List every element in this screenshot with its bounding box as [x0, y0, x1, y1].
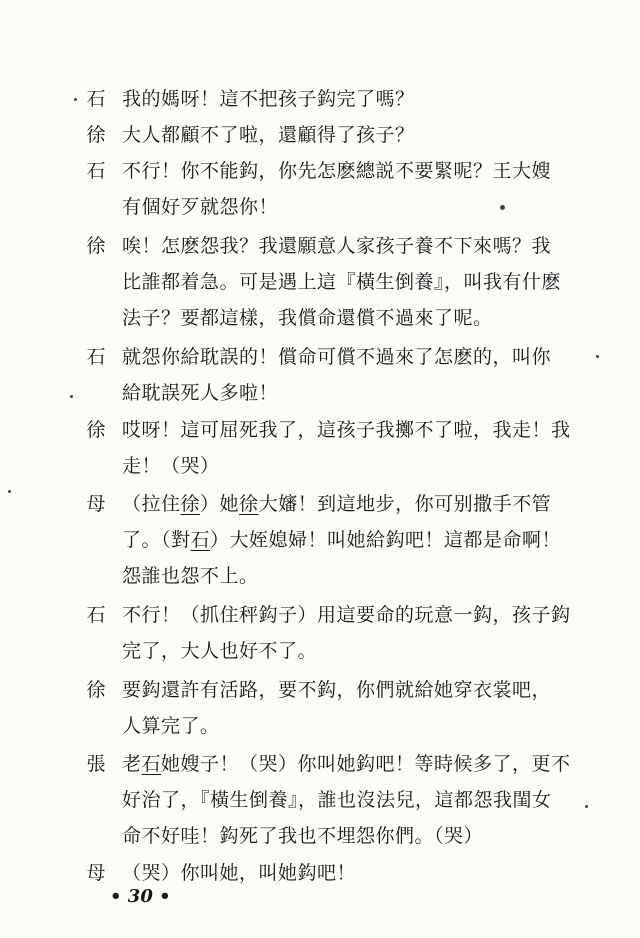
dialogue-line — [0, 189, 640, 225]
dialogue-line — [0, 448, 640, 484]
page-number — [110, 886, 171, 907]
dialogue-line — [0, 633, 640, 669]
underlined-name: 徐 — [239, 493, 259, 515]
dialogue-text: （哭）你叫她，叫她鈎吧！ — [122, 862, 357, 884]
speaker-label: 徐 — [86, 419, 106, 441]
dialogue-line — [0, 300, 640, 336]
underlined-name: 石 — [141, 753, 162, 775]
scan-speck — [8, 490, 11, 493]
underlined-name: 石 — [190, 529, 211, 551]
dialogue-text: 我的媽呀！這不把孩子鈎完了嗎？ — [122, 88, 415, 110]
dialogue-text: 不行！（抓住秤鈎子）用這要命的玩意一鈎，孩子鈎 — [122, 604, 571, 626]
dialogue-text: 不行！你不能鈎，你先怎麽總説不要緊呢？王大嫂 — [122, 160, 552, 182]
dialogue-line — [0, 708, 640, 744]
speaker-label: 石 — [86, 88, 106, 110]
dialogue-line — [0, 81, 640, 117]
dialogue-text: 完了，大人也好不了。 — [122, 640, 318, 662]
speaker-label: 石 — [86, 160, 106, 182]
dialogue-line — [0, 339, 640, 375]
dialogue-text: 唉！怎麽怨我？我還願意人家孩子養不下來嗎？我 — [122, 235, 552, 257]
dialogue-text: 老石她嫂子！（哭）你叫她鈎吧！等時候多了，更不 — [122, 753, 571, 775]
page-number-value: 30 — [127, 886, 153, 907]
scan-speck — [500, 205, 505, 210]
dialogue-line — [0, 522, 640, 558]
dialogue-text: 比誰都着急。可是遇上這『橫生倒養』，叫我有什麽 — [122, 271, 562, 293]
speaker-label: 徐 — [86, 235, 106, 257]
dialogue-text: 好治了，『橫生倒養』，誰也沒法兒，這都怨我閨女 — [122, 789, 552, 811]
dialogue-text: 有個好歹就怨你！ — [122, 196, 279, 218]
footer-dot-left: • — [110, 886, 122, 907]
dialogue-text: 給耽誤死人多啦！ — [122, 382, 279, 404]
dialogue-text: 法子？要都這樣，我償命還償不過來了呢。 — [122, 307, 493, 329]
speaker-label: 徐 — [86, 679, 106, 701]
dialogue-line — [0, 375, 640, 411]
speaker-label: 母 — [86, 493, 106, 515]
dialogue-line — [0, 855, 640, 891]
dialogue-text: 要鈎還許有活路，要不鈎，你們就給她穿衣裳吧， — [122, 679, 552, 701]
scan-speck — [596, 355, 599, 358]
dialogue-text: 命不好哇！鈎死了我也不埋怨你們。（哭） — [122, 825, 484, 847]
dialogue-line — [0, 264, 640, 300]
footer-dot-right: • — [159, 886, 171, 907]
dialogue-text: 了。（對石）大姪媳婦！叫她給鈎吧！這都是命啊！ — [122, 529, 562, 551]
speaker-label: 母 — [86, 862, 106, 884]
dialogue-line — [0, 782, 640, 818]
speaker-label: 石 — [86, 604, 106, 626]
dialogue-text: 大人都顧不了啦，還顧得了孩子？ — [122, 124, 415, 146]
dialogue-line — [0, 228, 640, 264]
dialogue-line — [0, 117, 640, 153]
speaker-label: 張 — [86, 753, 106, 775]
scan-speck — [70, 395, 73, 398]
scan-speck — [585, 805, 588, 808]
dialogue-line — [0, 412, 640, 448]
dialogue-text: 就怨你給耽誤的！償命可償不過來了怎麽的，叫你 — [122, 346, 552, 368]
dialogue-text: 哎呀！這可屈死我了，這孩子我擲不了啦，我走！我 — [122, 419, 571, 441]
scan-speck — [74, 98, 77, 101]
dialogue-line — [0, 486, 640, 522]
dialogue-text: （拉住徐）她徐大嬸！到這地步，你可别撒手不管 — [122, 493, 552, 515]
dialogue-line — [0, 597, 640, 633]
dialogue-line — [0, 153, 640, 189]
speaker-label: 石 — [86, 346, 106, 368]
speaker-label: 徐 — [86, 124, 106, 146]
dialogue-line — [0, 558, 640, 594]
dialogue-text: 怨誰也怨不上。 — [122, 565, 259, 587]
dialogue-text: 人算完了。 — [122, 715, 220, 737]
dialogue-text: 走！（哭） — [122, 455, 220, 477]
underlined-name: 徐 — [180, 493, 201, 515]
dialogue-line — [0, 818, 640, 854]
dialogue-line — [0, 746, 640, 782]
dialogue-line — [0, 672, 640, 708]
